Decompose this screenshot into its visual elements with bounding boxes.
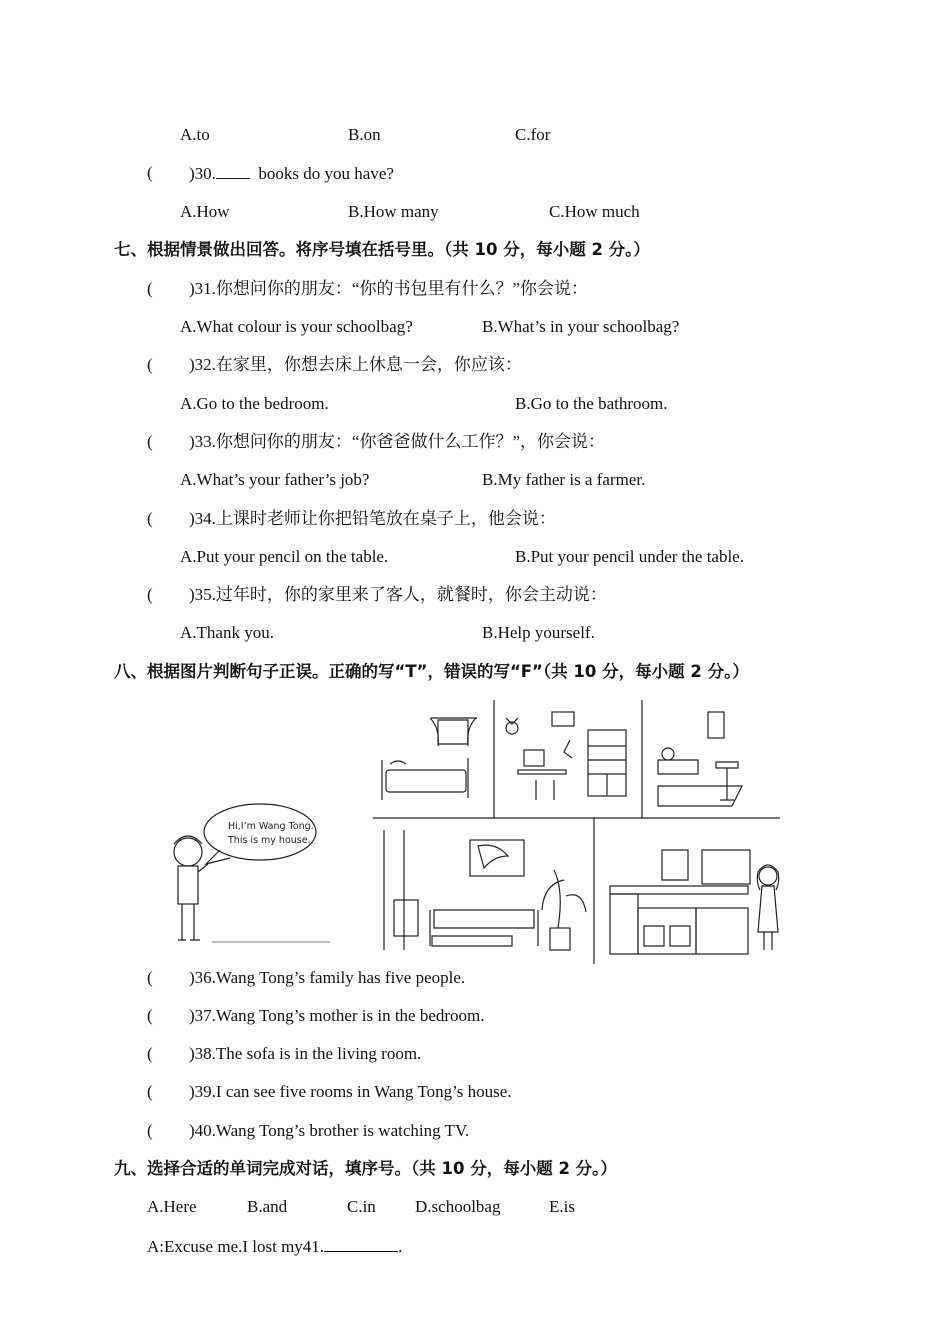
q33-option-b: B.My father is a farmer. (482, 470, 646, 489)
dialog-text: A:Excuse me.I lost my41. (147, 1237, 325, 1256)
bedroom-picture (382, 718, 477, 800)
word-option-e: E.is (549, 1197, 575, 1216)
q35-paren: ( (147, 585, 153, 604)
q34-option-a: A.Put your pencil on the table. (180, 547, 389, 566)
q30-stem (189, 162, 394, 185)
q36-paren: ( (147, 968, 153, 987)
bathroom-picture (658, 712, 742, 806)
q34-option-b: B.Put your pencil under the table. (515, 547, 744, 566)
q32-paren: ( (147, 355, 153, 374)
q33-paren: ( (147, 432, 153, 451)
q29-option-b: B.on (348, 125, 381, 144)
living-room-picture (384, 830, 586, 950)
q41-blank[interactable] (324, 1235, 398, 1252)
q34-paren: ( (147, 509, 153, 528)
section8-heading: 八、根据图片判断句子正误。正确的写“T”，错误的写“F”（共 10 分，每小题 2 分。） (114, 662, 749, 681)
boy-figure (174, 836, 208, 940)
q29-option-a: A.to (180, 125, 210, 144)
bubble-line-1: Hi,I’m Wang Tong. (228, 821, 314, 832)
q31-option-a: A.What colour is your schoolbag? (180, 317, 413, 336)
q37-paren: ( (147, 1006, 153, 1025)
q39-paren: ( (147, 1082, 153, 1101)
q30-option-a: A.How (180, 202, 230, 221)
q38-paren: ( (147, 1044, 153, 1063)
q36-stem: )36.Wang Tong’s family has five people. (189, 968, 466, 987)
kitchen-picture (610, 850, 750, 954)
q30-blank[interactable] (216, 162, 250, 179)
q39-stem: )39.I can see five rooms in Wang Tong’s house. (189, 1082, 512, 1101)
word-option-a: A.Here (147, 1197, 197, 1216)
q32-option-a: A.Go to the bedroom. (180, 394, 329, 413)
q40-paren: ( (147, 1121, 153, 1140)
q33-stem: )33.你想问你的朋友：“你爸爸做什么工作？”，你会说： (189, 432, 606, 451)
q30-option-c: C.How much (549, 202, 640, 221)
q31-option-b: B.What’s in your schoolbag? (482, 317, 680, 336)
q35-option-a: A.Thank you. (180, 623, 274, 642)
q30-paren: ( (147, 163, 153, 182)
word-option-c: C.in (347, 1197, 376, 1216)
q34-stem: )34.上课时老师让你把铅笔放在桌子上，他会说： (189, 509, 556, 528)
q31-paren: ( (147, 279, 153, 298)
q33-option-a: A.What’s your father’s job? (180, 470, 370, 489)
house-illustration (168, 700, 782, 966)
q38-stem: )38.The sofa is in the living room. (189, 1044, 422, 1063)
q35-option-b: B.Help yourself. (482, 623, 595, 642)
word-option-d: D.schoolbag (415, 1197, 501, 1216)
bubble-line-2: This is my house. (228, 835, 311, 846)
dialog-line-41: A:Excuse me.I lost my41. . (147, 1237, 403, 1256)
section9-heading: 九、选择合适的单词完成对话，填序号。（共 10 分，每小题 2 分。） (114, 1159, 617, 1178)
q37-stem: )37.Wang Tong’s mother is in the bedroom. (189, 1006, 485, 1025)
q30-option-b: B.How many (348, 202, 439, 221)
q30-number: )30. (189, 164, 216, 183)
q29-option-c: C.for (515, 125, 551, 144)
girl-figure (757, 865, 778, 950)
q35-stem: )35.过年时，你的家里来了客人，就餐时，你会主动说： (189, 585, 607, 604)
speech-bubble (204, 804, 316, 864)
q30-text: books do you have? (258, 164, 394, 183)
q32-stem: )32.在家里，你想去床上休息一会，你应该： (189, 355, 522, 374)
q31-stem: )31.你想问你的朋友：“你的书包里有什么？”你会说： (189, 279, 589, 298)
study-picture (506, 712, 626, 800)
q32-option-b: B.Go to the bathroom. (515, 394, 668, 413)
q40-stem: )40.Wang Tong’s brother is watching TV. (189, 1121, 470, 1140)
section7-heading: 七、根据情景做出回答。将序号填在括号里。（共 10 分，每小题 2 分。） (114, 240, 650, 259)
word-option-b: B.and (247, 1197, 288, 1216)
